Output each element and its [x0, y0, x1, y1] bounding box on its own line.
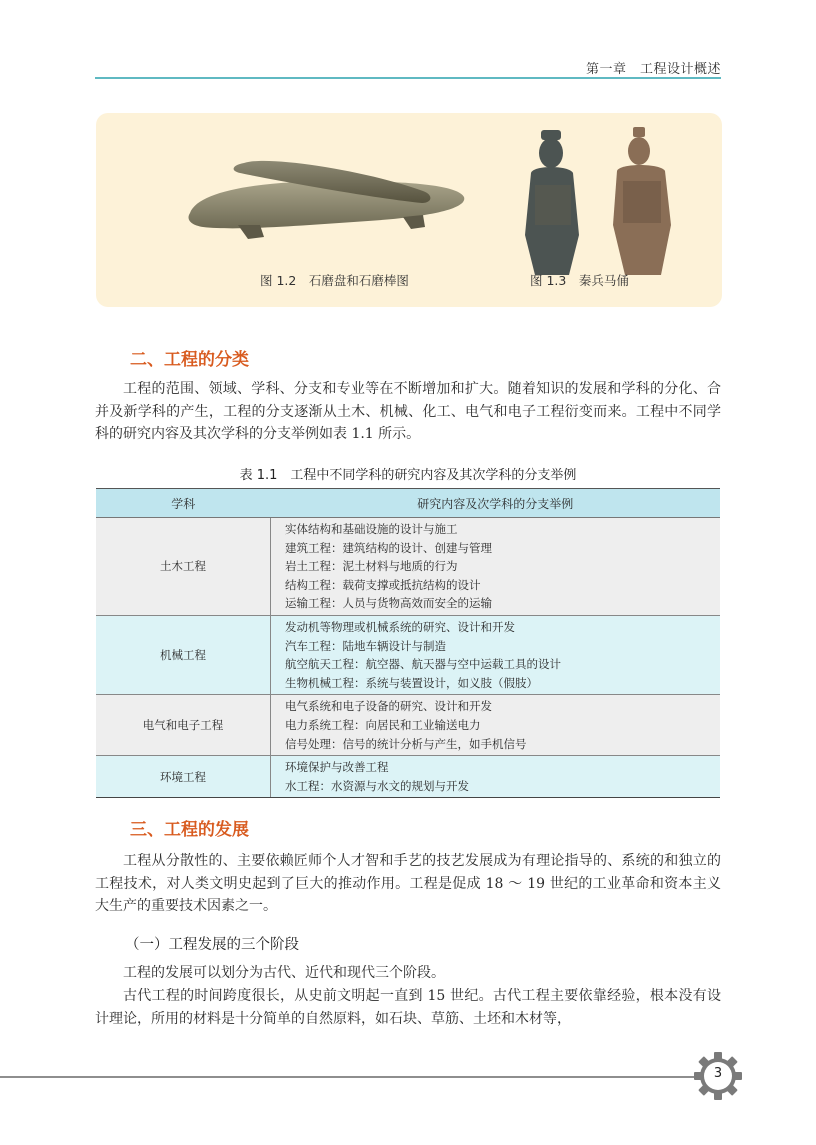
content-line: 水工程：水资源与水文的规划与开发	[285, 778, 469, 793]
content-cell	[271, 695, 721, 756]
footer-rule	[0, 1076, 700, 1078]
table-row	[96, 518, 720, 616]
page-number: 3	[713, 1066, 723, 1081]
figure-box	[96, 113, 722, 307]
header-rule	[95, 77, 721, 79]
table-row	[96, 695, 720, 756]
paragraph-ancient-engineering: 古代工程的时间跨度很长，从史前文明起一直到 15 世纪。古代工程主要依靠经验，根本没有设计理论，所用的材料是十分简单的自然原料，如石块、草筋、土坯和木材等，	[95, 988, 721, 1027]
content-line: 信号处理：信号的统计分析与产生，如手机信号	[285, 736, 527, 751]
section-3-paragraph: 工程从分散性的、主要依赖匠师个人才智和手艺的技艺发展成为有理论指导的、系统的和独立的工程技术，对人类文明史起到了巨大的推动作用。工程是促成 18 ～ 19 世纪的工业革命和资本主义大生产的重要技术因素之一。	[95, 853, 721, 914]
section-2-paragraph: 工程的范围、领域、学科、分支和专业等在不断增加和扩大。随着知识的发展和学科的分化、合并及新学科的产生，工程的分支逐渐从土木、机械、化工、电气和电子工程衍变而来。工程中不同学科的研究内容及其次学科的分支举例如表 1.1 所示。	[95, 381, 721, 442]
content-line: 生物机械工程：系统与装置设计，如义肢（假肢）	[285, 675, 538, 690]
chapter-header: 第一章 工程设计概述	[585, 62, 721, 77]
subject-cell: 电气和电子工程	[96, 695, 271, 756]
content-cell	[271, 756, 721, 798]
content-line: 建筑工程：建筑结构的设计、创建与管理	[285, 540, 492, 555]
content-line: 汽车工程：陆地车辆设计与制造	[285, 638, 446, 653]
table-row	[96, 756, 720, 798]
content-line: 实体结构和基础设施的设计与施工	[285, 522, 458, 536]
figure-1-3-caption: 图 1.3 秦兵马俑	[530, 273, 629, 288]
table-1-1	[96, 488, 720, 798]
table-1-1-title: 表 1.1 工程中不同学科的研究内容及其次学科的分支举例	[239, 468, 577, 483]
terracotta-warriors-image	[521, 125, 691, 275]
paragraph-stages: 工程的发展可以划分为古代、近代和现代三个阶段。	[123, 965, 445, 981]
subject-cell: 环境工程	[96, 756, 271, 798]
content-cell	[271, 615, 721, 694]
content-line: 电力系统工程：向居民和工业输送电力	[285, 717, 481, 732]
content-line: 航空航天工程：航空器、航天器与空中运载工具的设计	[285, 657, 561, 672]
table-header-row	[96, 489, 720, 518]
grinding-stone-image	[178, 151, 478, 247]
content-line: 电气系统和电子设备的研究、设计和开发	[285, 699, 492, 714]
subject-cell: 土木工程	[96, 518, 271, 616]
content-cell	[271, 518, 721, 616]
subject-cell: 机械工程	[96, 615, 271, 694]
column-header-content: 研究内容及次学科的分支举例	[271, 489, 721, 518]
content-line: 运输工程：人员与货物高效而安全的运输	[285, 596, 492, 611]
content-line: 结构工程：载荷支撑或抵抗结构的设计	[285, 577, 481, 592]
content-line: 发动机等物理或机械系统的研究、设计和开发	[285, 619, 515, 634]
section-2-title: 二、工程的分类	[130, 350, 249, 370]
content-line: 环境保护与改善工程	[285, 760, 389, 775]
section-3-title: 三、工程的发展	[130, 820, 249, 840]
column-header-subject: 学科	[96, 489, 271, 518]
figure-1-2-caption: 图 1.2 石磨盘和石磨棒图	[260, 273, 409, 288]
content-line: 岩土工程：泥土材料与地质的行为	[285, 559, 458, 574]
table-row	[96, 615, 720, 694]
subsection-title: （一）工程发展的三个阶段	[125, 937, 299, 953]
